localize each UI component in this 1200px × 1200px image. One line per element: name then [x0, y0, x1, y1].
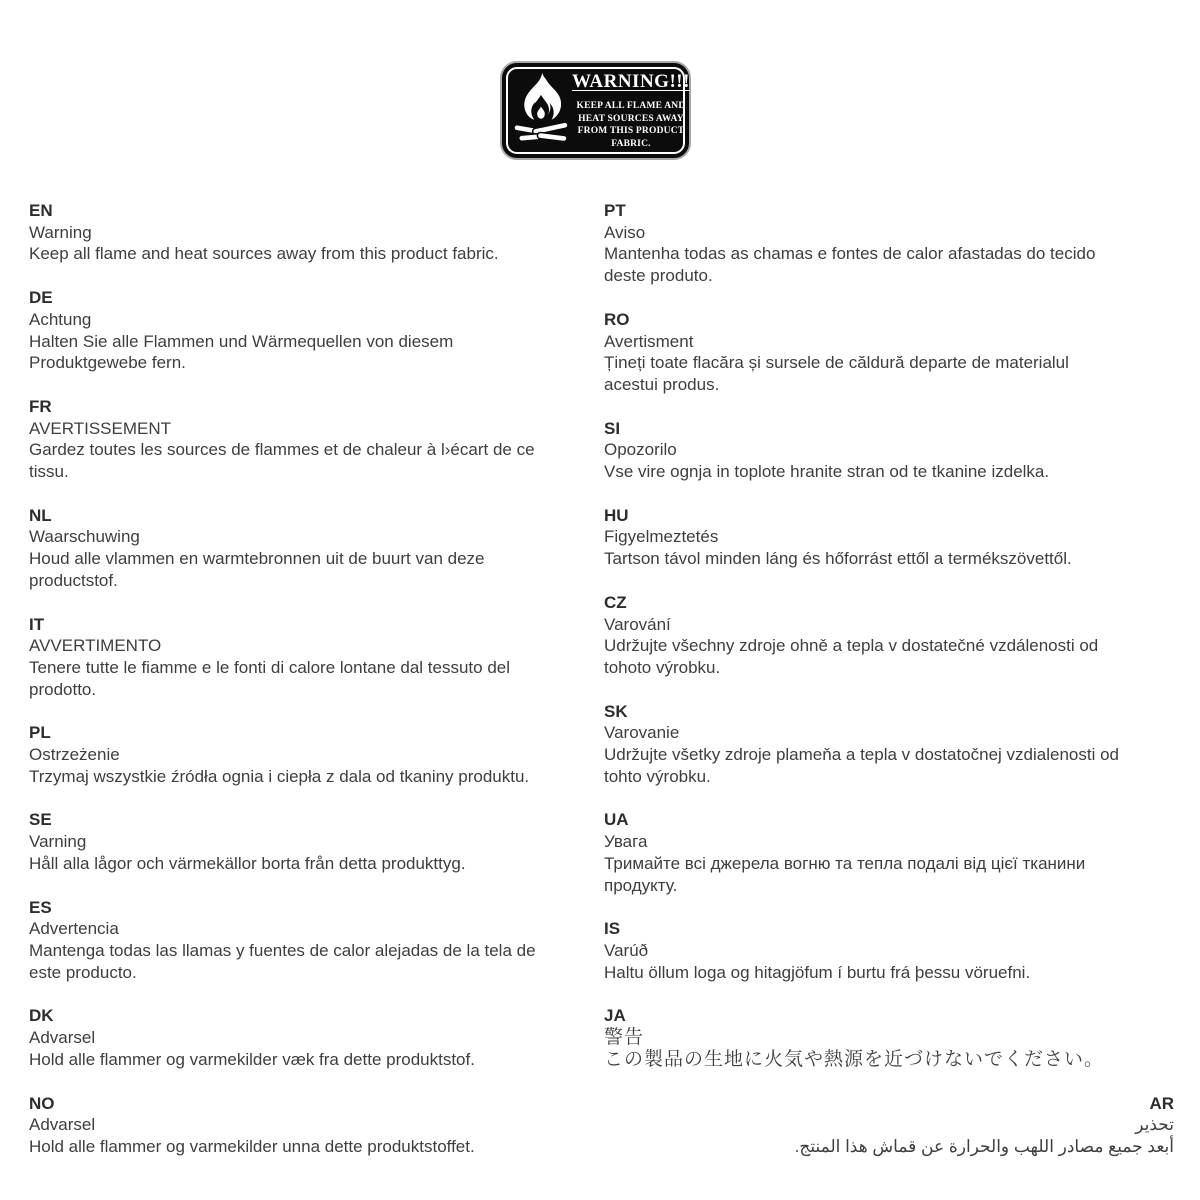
warning-text: Udržujte všetky zdroje plameňa a tepla v dostatočnej vzdialenosti od — [604, 745, 1120, 765]
warning-title: Varning — [29, 832, 87, 852]
warning-text: Keep all flame and heat sources away from this product fabric. — [29, 244, 499, 264]
warning-text: Gardez toutes les sources de flammes et de chaleur à l›écart de ce — [29, 440, 535, 460]
warning-badge — [500, 61, 691, 160]
warning-section-it — [29, 614, 585, 701]
language-code: PT — [604, 201, 626, 220]
language-code: DK — [29, 1006, 54, 1026]
warning-title: AVVERTIMENTO — [29, 636, 162, 656]
warning-text: Mantenga todas las llamas y fuentes de calor alejadas de la tela de — [29, 940, 536, 960]
warning-title: AVERTISSEMENT — [29, 418, 172, 438]
language-code: SE — [29, 810, 52, 830]
warning-section-ro — [604, 309, 1174, 396]
warning-text: Haltu öllum loga og hitagjöfum í burtu frá þessu vöruefni. — [604, 962, 1031, 982]
warning-section-se — [29, 809, 585, 874]
warning-text: この製品の生地に火気や熱源を近づけないでください。 — [604, 1048, 1105, 1070]
warning-text: acestui produs. — [604, 374, 720, 394]
warning-title: Warning — [29, 222, 92, 242]
language-code: AR — [1149, 1093, 1174, 1113]
warning-text: أبعد جميع مصادر اللهب والحرارة عن قماش هذا المنتج. — [794, 1136, 1174, 1156]
warning-text: Håll alla lågor och värmekällor borta från detta produkttyg. — [29, 853, 466, 873]
warning-section-pl — [29, 722, 585, 787]
warning-text: Vse vire ognja in toplote hranite stran od te tkanine izdelka. — [604, 462, 1050, 482]
warning-text: Udržujte všechny zdroje ohně a tepla v dostatečné vzdálenosti od — [604, 636, 1099, 656]
warning-text: Produktgewebe fern. — [29, 353, 186, 373]
warning-title: Opozorilo — [604, 440, 677, 460]
warning-section-si — [604, 418, 1174, 483]
language-code: UA — [604, 810, 629, 830]
language-code: NO — [29, 1093, 55, 1113]
warning-text: prodotto. — [29, 679, 97, 699]
warning-text: Trzymaj wszystkie źródła ognia i ciepła z dala od tkaniny produktu. — [29, 766, 530, 786]
language-code: RO — [604, 309, 630, 329]
warning-section-en — [29, 200, 585, 265]
warning-text: продукту. — [604, 875, 678, 895]
warning-section-ua — [604, 809, 1174, 896]
warning-text: Тримайте всі джерела вогню та тепла подалі від цієї тканини — [604, 853, 1086, 873]
warning-badge-text — [572, 71, 692, 150]
warning-title: Aviso — [604, 222, 646, 242]
warning-text: Tenere tutte le fiamme e le fonti di calore lontane dal tessuto del — [29, 657, 511, 677]
warning-badge-line: FROM THIS PRODUCT — [577, 126, 685, 136]
language-code: DE — [29, 288, 53, 308]
warning-title: Avertisment — [604, 331, 694, 351]
warning-text: deste produto. — [604, 266, 713, 286]
warning-title: Advertencia — [29, 919, 119, 939]
warning-title: تحذير — [1135, 1115, 1174, 1135]
warning-title: Advarsel — [29, 1028, 96, 1048]
warning-text: productstof. — [29, 570, 118, 590]
warning-text: tohto výrobku. — [604, 766, 711, 786]
warning-text: Hold alle flammer og varmekilder unna dette produktstoffet. — [29, 1136, 475, 1156]
warning-title: Figyelmeztetés — [604, 527, 719, 547]
warning-text: Hold alle flammer og varmekilder væk fra dette produktstof. — [29, 1049, 475, 1069]
language-code: PL — [29, 723, 51, 743]
language-code: JA — [604, 1006, 626, 1026]
warning-title: Advarsel — [29, 1115, 96, 1135]
warning-badge-line: KEEP ALL FLAME AND — [576, 101, 686, 111]
warning-title: Ostrzeżenie — [29, 745, 120, 765]
warning-section-nl — [29, 505, 585, 592]
warning-text: Halten Sie alle Flammen und Wärmequellen von diesem — [29, 331, 454, 351]
warning-title: 警告 — [604, 1027, 645, 1049]
warning-section-de — [29, 287, 585, 374]
language-code: SK — [604, 701, 628, 721]
warning-badge-frame — [500, 61, 691, 160]
language-code: IS — [604, 919, 621, 939]
warning-section-pt — [604, 200, 1174, 287]
language-code: FR — [29, 396, 52, 416]
language-column-left — [29, 200, 585, 1180]
language-code: IT — [29, 614, 45, 634]
language-code: EN — [29, 201, 53, 220]
warning-badge-line: FABRIC. — [611, 138, 651, 149]
language-code: CZ — [604, 592, 627, 612]
warning-section-cz — [604, 592, 1174, 679]
warning-title: Waarschuwing — [29, 527, 140, 547]
campfire-icon — [510, 70, 572, 152]
warning-section-ja — [604, 1005, 1174, 1070]
warning-badge-line: HEAT SOURCES AWAY — [578, 113, 684, 124]
warning-text: Houd alle vlammen en warmtebronnen uit de buurt van deze — [29, 549, 485, 569]
warning-badge-title: WARNING!!! — [572, 71, 690, 92]
warning-section-es — [29, 897, 585, 984]
warning-section-fr — [29, 396, 585, 483]
warning-section-ar — [604, 1093, 1174, 1158]
warning-text: Țineți toate flacăra și sursele de căldură departe de materialul — [604, 353, 1069, 373]
warning-text: Tartson távol minden láng és hőforrást ettől a termékszövettől. — [604, 549, 1072, 569]
warning-section-is — [604, 918, 1174, 983]
warning-section-sk — [604, 701, 1174, 788]
language-code: SI — [604, 418, 621, 438]
warning-section-hu — [604, 505, 1174, 570]
warning-title: Varúð — [604, 940, 649, 960]
warning-title: Увага — [604, 832, 648, 852]
warning-title: Achtung — [29, 309, 92, 329]
language-code: NL — [29, 505, 52, 525]
warning-title: Varování — [604, 614, 671, 634]
language-code: HU — [604, 505, 629, 525]
language-code: ES — [29, 897, 52, 917]
language-column-right — [604, 200, 1174, 1180]
warning-text: tohoto výrobku. — [604, 657, 721, 677]
warning-section-no — [29, 1093, 585, 1158]
warning-text: tissu. — [29, 462, 69, 482]
warning-text: este producto. — [29, 962, 137, 982]
warning-section-dk — [29, 1005, 585, 1070]
warning-title: Varovanie — [604, 723, 680, 743]
warning-text: Mantenha todas as chamas e fontes de calor afastadas do tecido — [604, 244, 1096, 264]
